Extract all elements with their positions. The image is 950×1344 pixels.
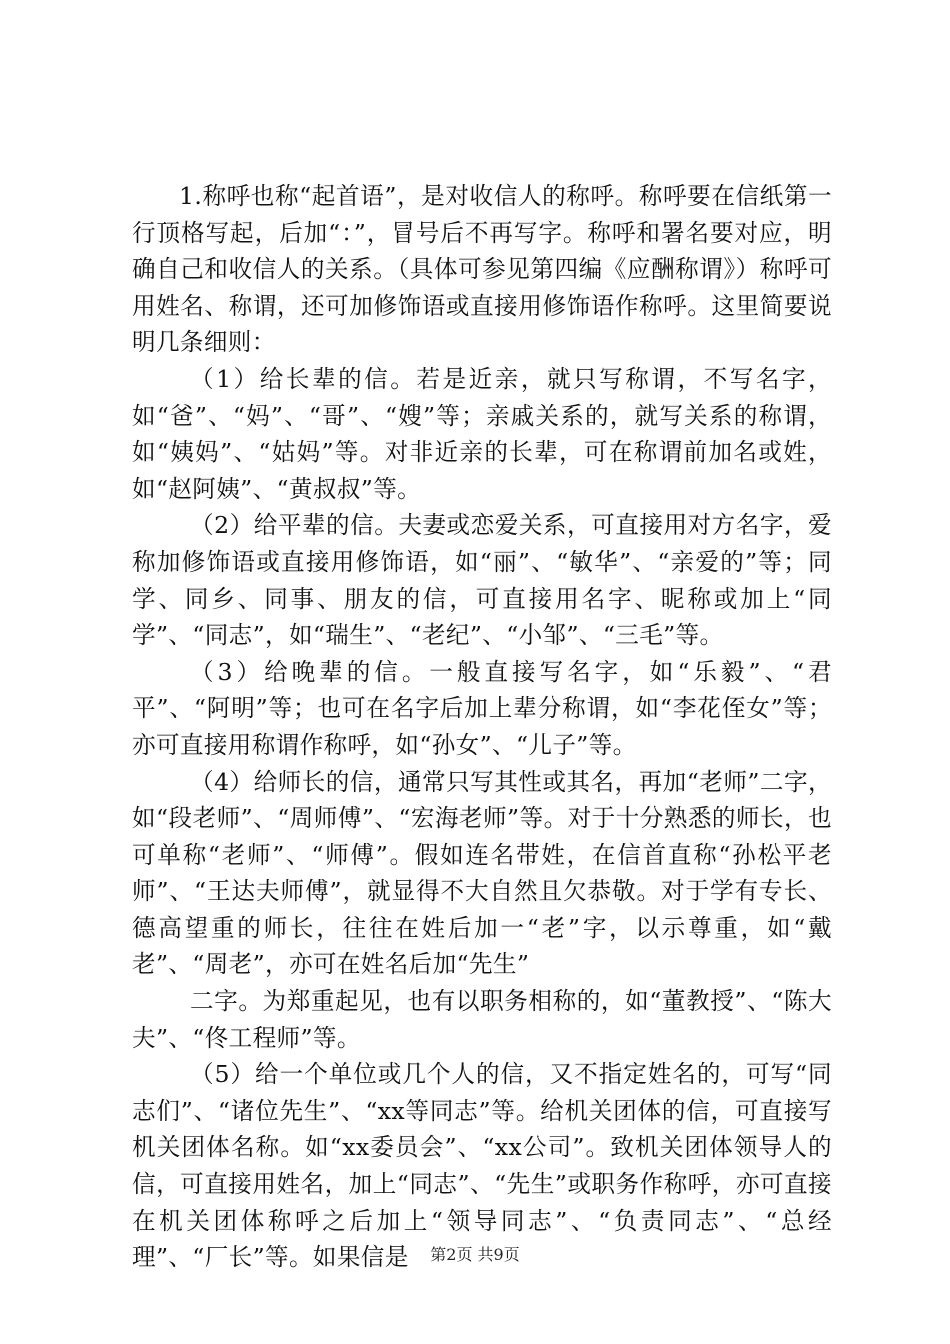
paragraph-teachers: （4）给师长的信，通常只写其性或其名，再加“老师”二字，如“段老师”、“周师傅”、“宏海老师”等。对于十分熟悉的师长，也可单称“老师”、“师傅”。假如连名带姓，在信首直称“孙松平老师”、“王达夫师傅”，就显得不大自然且欠恭敬。对于学有专长、德高望重的师长，往往在姓后加一“老”字，以示尊重，如“戴老”、“周老”，亦可在姓名后加“先生” <box>132 767 832 979</box>
paragraph-salutation-intro: 1.称呼也称“起首语”，是对收信人的称呼。称呼要在信纸第一行顶格写起，后加“：”，冒号后不再写字。称呼和署名要对应，明确自己和收信人的关系。（具体可参见第四编《应酬称谓》）称呼可用姓名、称谓，还可加修饰语或直接用修饰语作称呼。这里简要说明几条细则： <box>132 182 832 357</box>
paragraph-peers: （2）给平辈的信。夫妻或恋爱关系，可直接用对方名字，爱称加修饰语或直接用修饰语，如“丽”、“敏华”、“亲爱的”等；同学、同乡、同事、朋友的信，可直接用名字、昵称或加上“同学”、“同志”，如“瑞生”、“老纪”、“小邹”、“三毛”等。 <box>132 511 832 650</box>
paragraph-elders: （1）给长辈的信。若是近亲，就只写称谓，不写名字，如“爸”、“妈”、“哥”、“嫂”等；亲戚关系的，就写关系的称谓，如“姨妈”、“姑妈”等。对非近亲的长辈，可在称谓前加名或姓，如“赵阿姨”、“黄叔叔”等。 <box>132 364 832 503</box>
document-body <box>132 178 832 1276</box>
paragraph-teachers-continued: 二字。为郑重起见，也有以职务相称的，如“董教授”、“陈大夫”、“佟工程师”等。 <box>132 987 832 1052</box>
paragraph-organizations: （5）给一个单位或几个人的信，又不指定姓名的，可写“同志们”、“诸位先生”、“xx等同志”等。给机关团体的信，可直接写机关团体名称。如“xx委员会”、“xx公司”。致机关团体领导人的信，可直接用姓名，加上“同志”、“先生”或职务作称呼，亦可直接在机关团体称呼之后加上“领导同志”、“负责同志”、“总经理”、“厂长”等。如果信是 <box>132 1060 832 1272</box>
page-number-footer: 第2页 共9页 <box>430 1245 520 1264</box>
paragraph-juniors: （3）给晚辈的信。一般直接写名字，如“乐毅”、“君平”、“阿明”等；也可在名字后加上辈分称谓，如“李花侄女”等；亦可直接用称谓作称呼，如“孙女”、“儿子”等。 <box>132 657 832 759</box>
